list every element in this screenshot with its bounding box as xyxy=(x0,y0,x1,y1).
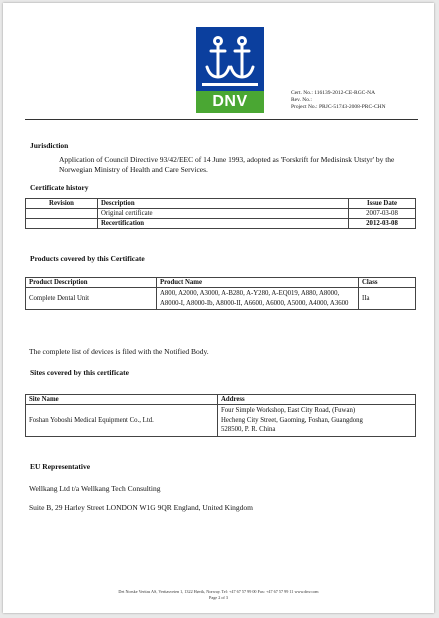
col-class: Class xyxy=(359,278,416,288)
certificate-page xyxy=(3,3,434,613)
project-number: Project No.: PRJC-51743-2008-PRC-CHN xyxy=(291,104,386,110)
history-heading: Certificate history xyxy=(30,183,89,192)
table-row xyxy=(26,209,416,219)
cell-issue-date: 2012-03-08 xyxy=(349,219,416,229)
col-product-description: Product Description xyxy=(26,278,157,288)
table-row xyxy=(26,288,416,310)
cell-description: Recertification xyxy=(98,219,349,229)
table-row xyxy=(26,405,416,437)
table-header-row xyxy=(26,199,416,209)
dnv-logo xyxy=(196,27,264,113)
col-description: Description xyxy=(98,199,349,209)
history-table xyxy=(25,198,416,229)
cell-revision xyxy=(26,219,98,229)
eu-rep-heading: EU Representative xyxy=(30,462,91,471)
col-site-name: Site Name xyxy=(26,395,218,405)
sites-table xyxy=(25,394,416,437)
cell-class: IIa xyxy=(359,288,416,310)
anchor-emblem-icon xyxy=(196,27,264,91)
products-table xyxy=(25,277,416,310)
table-row xyxy=(26,219,416,229)
cell-site-name: Foshan Yoboshi Medical Equipment Co., Ltd. xyxy=(26,405,218,437)
rev-number: Rev. No.: xyxy=(291,97,312,103)
col-product-name: Product Name xyxy=(157,278,359,288)
cert-number: Cert. No.: 116139-2012-CE-RGC-NA xyxy=(291,90,376,96)
logo-emblem xyxy=(196,27,264,91)
cell-issue-date: 2007-03-08 xyxy=(349,209,416,219)
footer-address: Det Norske Veritas AS, Veritasveien 1, 1322 Høvik, Norway. Tel: +47 67 57 99 00 Fax: +47 67 57 99 11 www.dnv.com xyxy=(118,589,319,594)
cell-product-description: Complete Dental Unit xyxy=(26,288,157,310)
cell-description: Original certificate xyxy=(98,209,349,219)
eu-rep-name: Wellkang Ltd t/a Wellkang Tech Consulting xyxy=(29,484,161,493)
eu-rep-address: Suite B, 29 Harley Street LONDON W1G 9QR England, United Kingdom xyxy=(29,503,254,512)
cell-product-name: A800, A2000, A3000, A-B280, A-Y280, A-EQ019, A880, A8000, A8000-I, A8000-Ib, A8000-II, A6600, A6000, A5000, A4000, A3600 xyxy=(157,288,359,310)
reference-block xyxy=(291,90,386,111)
cell-address: Four Simple Workshop, East City Road, (Fuwan) Hecheng City Street, Gaoming, Foshan, Guangdong 528500, P. R. China xyxy=(218,405,416,437)
cell-revision xyxy=(26,209,98,219)
logo-text: DNV xyxy=(212,93,248,110)
jurisdiction-heading: Jurisdiction xyxy=(30,141,69,150)
col-address: Address xyxy=(218,395,416,405)
col-issue-date: Issue Date xyxy=(349,199,416,209)
products-heading: Products covered by this Certificate xyxy=(30,254,145,263)
devices-note: The complete list of devices is filed with the Notified Body. xyxy=(29,347,209,356)
top-divider xyxy=(25,119,418,120)
table-header-row xyxy=(26,395,416,405)
table-header-row xyxy=(26,278,416,288)
page-number: Page 2 of 3 xyxy=(209,595,228,600)
sites-heading: Sites covered by this certificate xyxy=(30,368,129,377)
col-revision: Revision xyxy=(26,199,98,209)
jurisdiction-text: Application of Council Directive 93/42/EEC of 14 June 1993, adopted as 'Forskrift for Medisinsk Utstyr' by the Norwegian Ministry of Health and Care Services. xyxy=(59,155,395,174)
